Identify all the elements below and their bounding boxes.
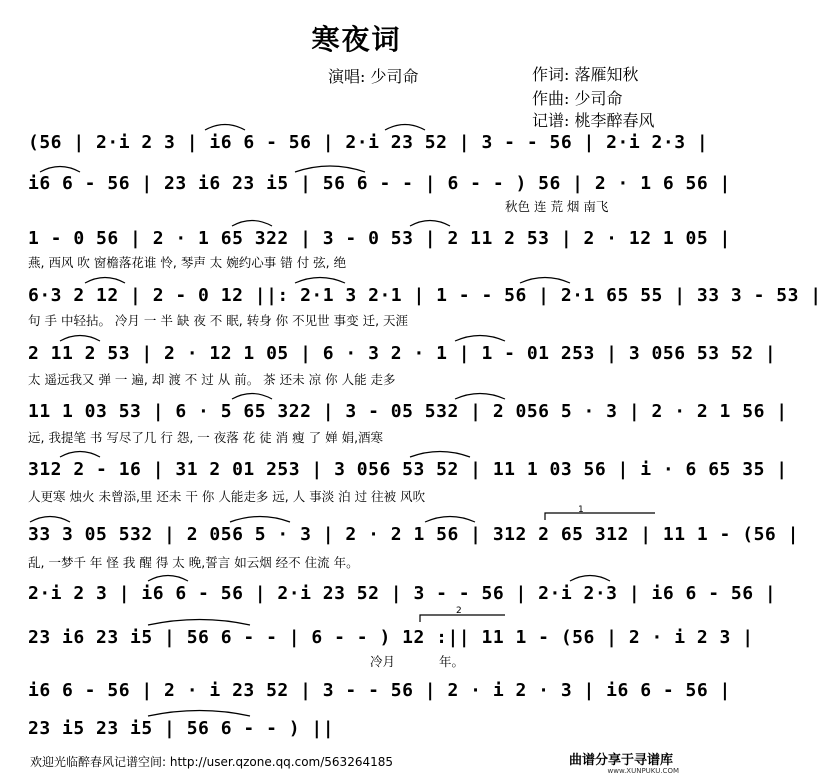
lyrics-line-8: 乱, 一梦千 年 怪 我 醒 得 太 晚,誓言 如云烟 经不 住流 年。 xyxy=(28,555,359,570)
score-line-4: 6·3 2 12 | 2 - 0 12 ||: 2·1 3 2·1 | 1 - - 56 | 2·1 65 55 | 33 3 - 53 | xyxy=(28,285,822,306)
singer-credit: 演唱: 少司命 xyxy=(328,67,419,86)
lyrics-line-7: 人更寒 烛火 未曾添,里 还未 干 你 人能走多 远, 人 事淡 泊 过 往被 风吹 xyxy=(28,489,426,504)
volta-1-label: 1 xyxy=(578,505,584,515)
score-line-8: 33 3 05 532 | 2 056 5 · 3 | 2 · 2 1 56 | 312 2 65 312 | 11 1 - (56 | xyxy=(28,524,799,545)
watermark-title: 曲谱分享于寻谱库 xyxy=(568,753,673,768)
slur-arc xyxy=(148,711,250,717)
slur-arc xyxy=(455,394,505,400)
slur-arc xyxy=(410,452,470,458)
slur-arc xyxy=(40,167,80,173)
slur-arc xyxy=(520,278,570,284)
slur-arc xyxy=(85,278,125,284)
lyrics-line-5: 太 遥远我又 弹 一 遍, 却 渡 不 过 从 前。 茶 还未 凉 你 人能 走多 xyxy=(28,372,396,387)
slur-arc xyxy=(148,620,250,626)
lyrics-line-4: 句 手 中轻拈。 冷月 一 半 缺 夜 不 眠, 转身 你 不见世 事变 迁, 天涯 xyxy=(28,313,409,328)
transcriber-credit: 记谱: 桃李醉春风 xyxy=(532,111,655,130)
slur-arc xyxy=(60,336,100,342)
footer-link-text: 欢迎光临醉春风记谱空间: http://user.qzone.qq.com/563264185 xyxy=(30,755,394,769)
lyrics-line-3: 燕, 西风 吹 窗檐落花谁 怜, 琴声 太 婉约心事 错 付 弦, 绝 xyxy=(28,255,347,270)
score-line-3: 1 - 0 56 | 2 · 1 65 322 | 3 - 0 53 | 2 11 2 53 | 2 · 12 1 05 | xyxy=(28,228,731,249)
score-line-1: (56 | 2·i 2 3 | i6 6 - 56 | 2·i 23 52 | 3 - - 56 | 2·i 2·3 | xyxy=(28,132,709,153)
slur-arc xyxy=(410,221,450,227)
lyricist-credit: 作词: 落雁知秋 xyxy=(532,65,639,84)
slur-arc xyxy=(232,221,272,227)
score-line-9: 2·i 2 3 | i6 6 - 56 | 2·i 23 52 | 3 - - 56 | 2·i 2·3 | i6 6 - 56 | xyxy=(28,583,777,604)
slur-arc xyxy=(570,576,610,582)
slur-arc xyxy=(60,452,100,458)
slur-arc xyxy=(295,166,365,172)
slur-arc xyxy=(205,125,245,131)
score-line-7: 312 2 - 16 | 31 2 01 253 | 3 056 53 52 | 11 1 03 56 | i · 6 65 35 | xyxy=(28,459,788,480)
score-line-11: i6 6 - 56 | 2 · i 23 52 | 3 - - 56 | 2 · i 2 · 3 | i6 6 - 56 | xyxy=(28,680,731,701)
slur-arc xyxy=(425,517,475,523)
score-line-2: i6 6 - 56 | 23 i6 23 i5 | 56 6 - - | 6 - - ) 56 | 2 · 1 6 56 | xyxy=(28,173,731,194)
score-line-5: 2 11 2 53 | 2 · 12 1 05 | 6 · 3 2 · 1 | 1 - 01 253 | 3 056 53 52 | xyxy=(28,343,777,364)
lyrics-line-10: 冷月 年。 xyxy=(370,654,464,669)
slur-arc xyxy=(455,336,505,342)
watermark-url: www.XUNPUKU.COM xyxy=(607,767,679,775)
composer-credit: 作曲: 少司命 xyxy=(532,89,623,108)
slur-arc xyxy=(230,517,290,523)
song-title: 寒夜词 xyxy=(311,23,402,56)
volta-bracket-1 xyxy=(545,513,655,520)
score-line-12: 23 i5 23 i5 | 56 6 - - ) || xyxy=(28,718,335,739)
volta-bracket-2 xyxy=(420,615,505,622)
score-line-10: 23 i6 23 i5 | 56 6 - - | 6 - - ) 12 :|| 11 1 - (56 | 2 · i 2 3 | xyxy=(28,627,754,648)
slur-arc xyxy=(232,394,272,400)
slur-arc xyxy=(385,125,425,131)
slur-arc xyxy=(148,576,188,582)
slur-arc xyxy=(30,517,70,523)
slur-arc xyxy=(295,278,345,284)
lyrics-line-2: 秋色 连 荒 烟 南飞 xyxy=(505,199,609,214)
score-line-6: 11 1 03 53 | 6 · 5 65 322 | 3 - 05 532 | 2 056 5 · 3 | 2 · 2 1 56 | xyxy=(28,401,788,422)
volta-2-label: 2 xyxy=(456,606,462,616)
lyrics-line-6: 远, 我提笔 书 写尽了几 行 怨, 一 夜落 花 徒 消 瘦 了 婵 娟,酒寒 xyxy=(28,430,384,445)
